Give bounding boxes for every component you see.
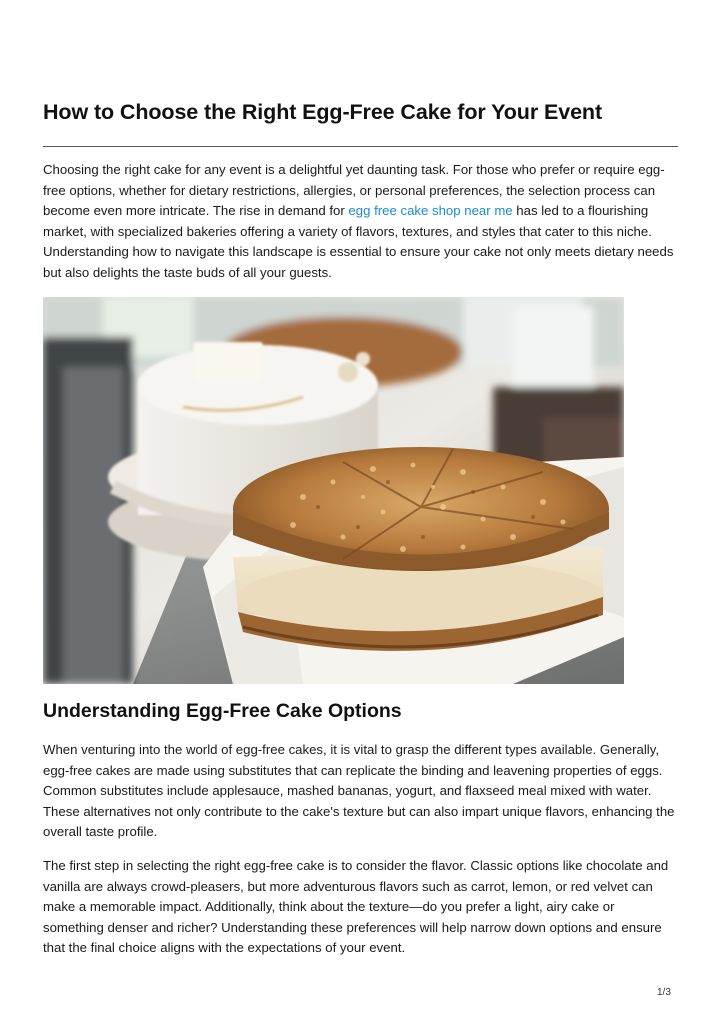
page-title: How to Choose the Right Egg-Free Cake for Your Event <box>43 100 603 124</box>
intro-text-before-link: Choosing the right cake for any event is a delightful yet daunting task. For those who prefer or require egg-free options, whether for dietary restrictions, allergies, or personal preferences, the selection process can become even more intricate. The rise in demand for <box>43 162 665 219</box>
intro-text-after-link: has led to a flourishing market, with specialized bakeries offering a variety of flavors, textures, and styles that cater to this niche. Understanding how to navigate this landscape is essential to ensure your cake not only meets dietary needs but also delights the taste buds of all your guests. <box>43 203 674 280</box>
body-paragraph-2: When venturing into the world of egg-free cakes, it is vital to grasp the different types available. Generally, egg-free cakes are made using substitutes that can replicate the binding and leavening properties of eggs. Common substitutes include applesauce, mashed bananas, yogurt, and flaxseed meal mixed with water. These alternatives not only contribute to the cake's texture but can also impart unique flavors, enhancing the overall taste profile. <box>43 742 675 840</box>
cake-photo <box>43 297 624 684</box>
title-divider <box>43 146 678 147</box>
section-heading: Understanding Egg-Free Cake Options <box>43 700 402 722</box>
egg-free-cake-shop-link[interactable]: egg free cake shop near me <box>348 203 513 219</box>
page-number: 1/3 <box>657 987 671 998</box>
intro-paragraph <box>43 160 678 284</box>
body-paragraph-3: The first step in selecting the right egg-free cake is to consider the flavor. Classic options like chocolate and vanilla are always crowd-pleasers, but more adventurous flavors such as carrot, lemon, or red velvet can make a memorable impact. Additionally, think about the texture—do you prefer a light, airy cake or something denser and richer? Understanding these preferences will help narrow down options and ensure that the final choice aligns with the expectations of your event. <box>43 858 669 956</box>
